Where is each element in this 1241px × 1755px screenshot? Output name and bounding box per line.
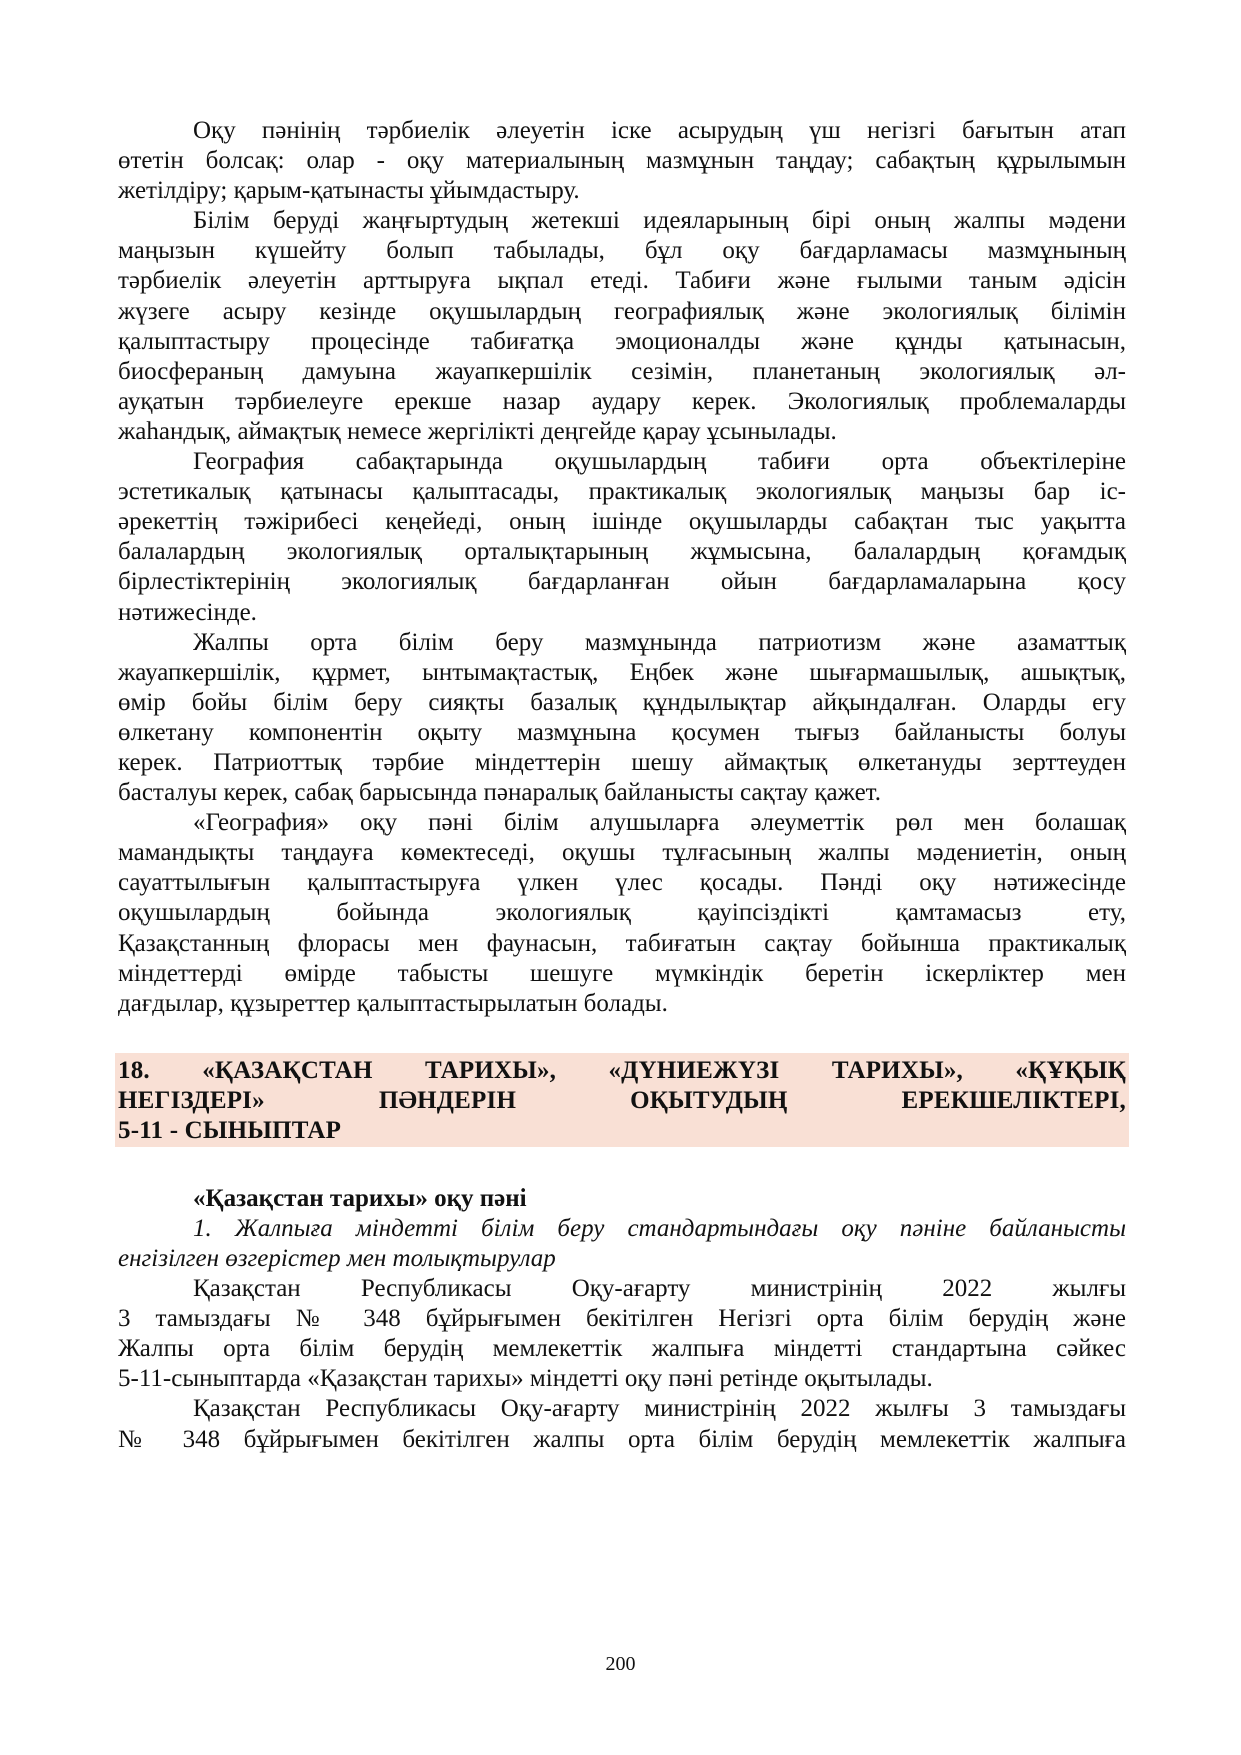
text-line: «География» оқу пәні білім алушыларға әлеуметтік рөл мен болашақ [193,809,1126,837]
text-line: өлкетану компонентін оқыту мазмұнына қосумен тығыз байланысты болуы [118,718,1126,746]
page-number: 200 [605,1653,636,1675]
paragraph [118,206,1126,447]
text-line: жүзеге асыру кезінде оқушылардың географиялық және экологиялық білімін [118,297,1126,325]
text-line: биосфераның дамуына жауапкершілік сезімін, планетаның экологиялық әл- [118,357,1126,385]
text-line: бірлестіктерінің экологиялық бағдарланған ойын бағдарламаларына қосу [118,568,1126,596]
section-heading [115,1053,1129,1147]
paragraph [118,116,1126,206]
subsection-heading-italic [118,1214,1126,1274]
text-line: өмір бойы білім беру сияқты базалық құндылықтар айқындалған. Оларды егу [118,688,1126,716]
text-line: 5-11-сыныптарда «Қазақстан тарихы» міндетті оқу пәні ретінде оқытылады. [118,1365,933,1393]
paragraph [118,1274,1126,1394]
text-line: дағдылар, құзыреттер қалыптастырылатын болады. [118,989,668,1017]
text-line: жауапкершілік, құрмет, ынтымақтастық, Еңбек және шығармашылық, ашықтық, [118,658,1126,686]
paragraph [118,808,1126,1019]
text-line: Жалпы орта білім беру мазмұнында патриотизм және азаматтық [193,628,1126,656]
text-line: 5-11 - СЫНЫПТАР [118,1116,342,1144]
text-line: Қазақстанның флорасы мен фаунасын, табиғатын сақтау бойынша практикалық [118,929,1126,957]
paragraph [118,1394,1126,1454]
text-line: оқушылардың бойында экологиялық қауіпсіздікті қамтамасыз ету, [118,899,1126,927]
text-line: ауқатын тәрбиелеуге ерекше назар аудару керек. Экологиялық проблемаларды [118,387,1126,415]
text-line: жетілдіру; қарым-қатынасты ұйымдастыру. [118,177,580,205]
text-line: балалардың экологиялық орталықтарының жұмысына, балалардың қоғамдық [118,538,1126,566]
text-line: міндеттерді өмірде табысты шешуге мүмкіндік беретін іскерліктер мен [118,959,1126,987]
text-line: мамандықты таңдауға көмектеседі, оқушы тұлғасының жалпы мәдениетін, оның [118,839,1126,867]
text-line: Қазақстан Республикасы Оқу-ағарту министрінің 2022 жылғы 3 тамыздағы [193,1395,1126,1423]
text-line: маңызын күшейту болып табылады, бұл оқу бағдарламасы мазмұнының [118,237,1126,265]
text-line: Жалпы орта білім берудің мемлекеттік жалпыға міндетті стандартына сәйкес [118,1335,1126,1363]
paragraph [118,447,1126,628]
text-line: География сабақтарында оқушылардың табиғи орта объектілеріне [193,448,1126,476]
text-line: сауаттылығын қалыптастыруға үлкен үлес қосады. Пәнді оқу нәтижесінде [118,869,1126,897]
text-line: № 348 бұйрығымен бекітілген жалпы орта білім берудің мемлекеттік жалпыға [118,1425,1126,1453]
subject-title: «Қазақстан тарихы» оқу пәні [193,1184,527,1212]
text-line: өтетін болсақ: олар - оқу материалының мазмұнын таңдау; сабақтың құрылымын [118,147,1126,175]
page-content [118,116,1126,1455]
text-line: Қазақстан Республикасы Оқу-ағарту министрінің 2022 жылғы [193,1275,1126,1303]
text-line: эстетикалық қатынасы қалыптасады, практикалық экологиялық маңызы бар іс- [118,478,1126,506]
text-line: нәтижесінде. [118,598,257,626]
text-line: 3 тамыздағы № 348 бұйрығымен бекітілген Негізгі орта білім берудің және [118,1305,1126,1333]
text-line: қалыптастыру процесінде табиғатқа эмоционалды және құнды қатынасын, [118,327,1126,355]
text-line: Білім беруді жаңғыртудың жетекші идеяларының бірі оның жалпы мәдени [193,207,1126,235]
text-line: Оқу пәнінің тәрбиелік әлеуетін іске асырудың үш негізгі бағытын атап [193,117,1126,144]
text-line: тәрбиелік әлеуетін арттыруға ықпал етеді. Табиғи және ғылыми таным әдісін [118,267,1126,295]
text-line: 1. Жалпыға міндетті білім беру стандартындағы оқу пәніне байланысты [193,1214,1126,1242]
text-line: жаһандық, аймақтық немесе жергілікті деңгейде қарау ұсынылады. [118,417,837,445]
text-line: әрекеттің тәжірибесі кеңейеді, оның ішінде оқушыларды сабақтан тыс уақытта [118,508,1126,536]
text-line: енгізілген өзгерістер мен толықтырулар [118,1245,556,1272]
text-line: 18. «ҚАЗАҚСТАН ТАРИХЫ», «ДҮНИЕЖҮЗІ ТАРИХЫ», «ҚҰҚЫҚ [118,1056,1126,1084]
body-text-before-heading [118,116,1126,1019]
body-text-after-heading [118,1274,1126,1455]
text-line: басталуы керек, сабақ барысында пәнаралық байланысты сақтау қажет. [118,779,881,807]
paragraph [118,628,1126,809]
text-line: НЕГІЗДЕРІ» ПӘНДЕРІН ОҚЫТУДЫҢ ЕРЕКШЕЛІКТЕРІ, [118,1086,1126,1114]
text-line: керек. Патриоттық тәрбие міндеттерін шешу аймақтық өлкетануды зерттеуден [118,748,1126,776]
